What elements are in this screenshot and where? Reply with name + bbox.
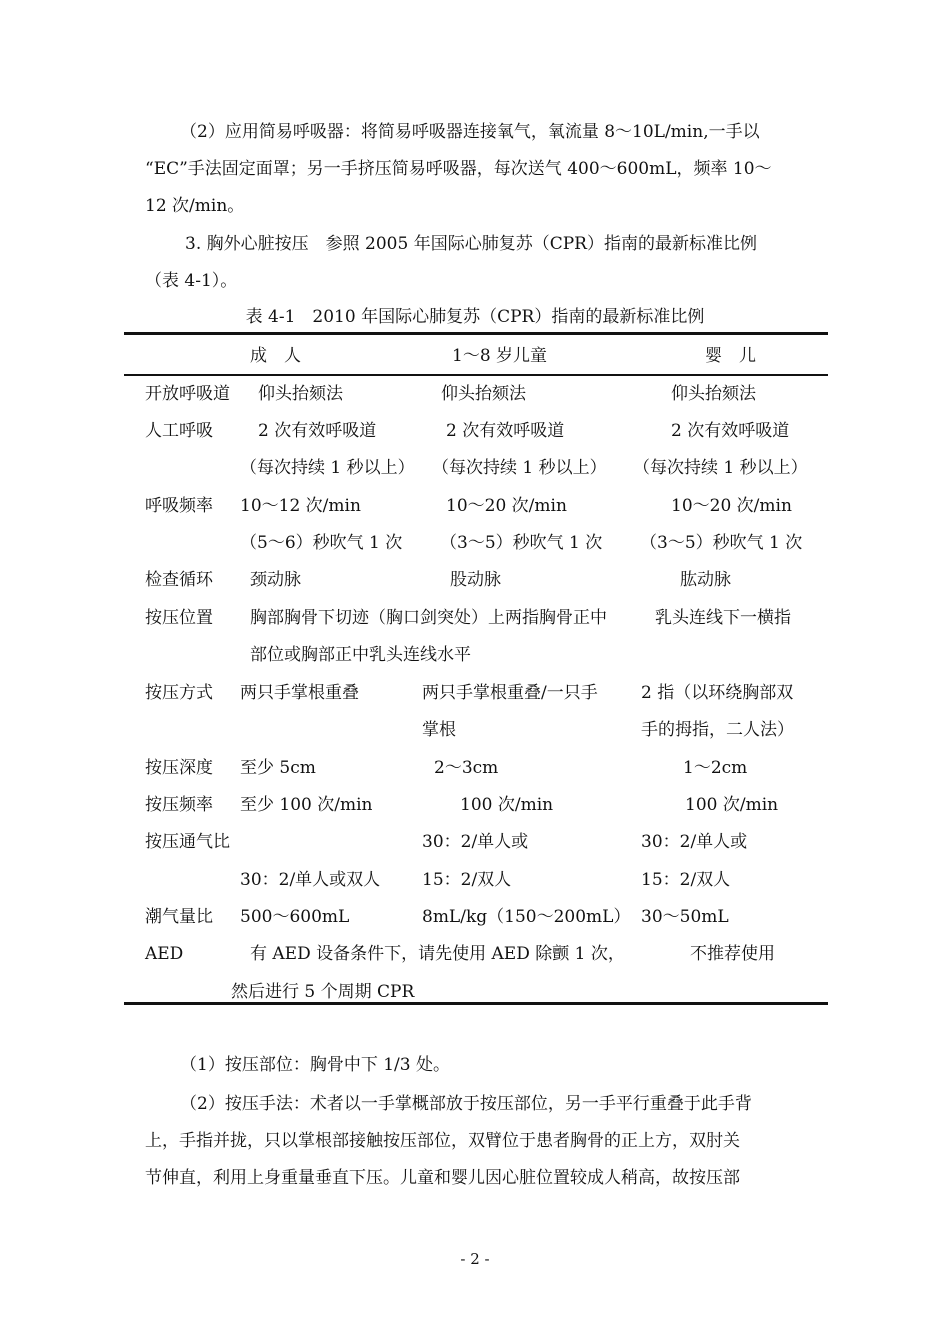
table-cell: （每次持续 1 秒以上） (633, 458, 808, 478)
table-cell: 500～600mL (240, 907, 350, 927)
table-cell: 部位或胸部正中乳头连线水平 (250, 645, 471, 665)
table-cell: 2 次有效呼吸道 (671, 421, 790, 441)
table-cell: 2 次有效呼吸道 (446, 421, 565, 441)
paragraph-line: （2）应用简易呼吸器：将简易呼吸器连接氧气，氧流量 8～10L/min,一手以 (180, 122, 760, 142)
paragraph-line: “EC”手法固定面罩；另一手挤压简易呼吸器，每次送气 400～600mL，频率 10～ (145, 159, 772, 179)
paragraph-line: 节伸直，利用上身重量垂直下压。儿童和婴儿因心脏位置较成人稍高，故按压部 (145, 1168, 740, 1188)
table-cell: 30～50mL (641, 907, 729, 927)
row-label: 按压通气比 (145, 832, 230, 852)
page-number: - 2 - (460, 1250, 490, 1268)
paragraph-line: （表 4-1）。 (145, 271, 238, 291)
table-cell: 1～2cm (683, 758, 748, 778)
table-cell: 仰头抬颏法 (671, 384, 756, 404)
table-cell: 仰头抬颏法 (258, 384, 343, 404)
table-cell: 30：2/单人或双人 (240, 870, 381, 890)
table-cell: 颈动脉 (250, 570, 301, 590)
table-cell: 8mL/kg（150～200mL） (422, 907, 631, 927)
table-cell: 胸部胸骨下切迹（胸口剑突处）上两指胸骨正中 (250, 608, 607, 628)
table-cell: 2 次有效呼吸道 (258, 421, 377, 441)
table-cell: 两只手掌根重叠 (240, 683, 359, 703)
table-cell: 10～20 次/min (446, 496, 567, 516)
table-cell: 2 指（以环绕胸部双 (641, 683, 794, 703)
table-cell: 肱动脉 (680, 570, 731, 590)
table-top-rule (124, 332, 828, 335)
paragraph-line: 上，手指并拢，只以掌根部接触按压部位，双臂位于患者胸骨的正上方，双肘关 (145, 1131, 740, 1151)
table-cell: （每次持续 1 秒以上） (432, 458, 607, 478)
table-cell: 股动脉 (450, 570, 501, 590)
table-caption: 表 4-1 2010 年国际心肺复苏（CPR）指南的最新标准比例 (245, 307, 705, 327)
table-cell: 30：2/单人或 (422, 832, 529, 852)
table-cell: 15：2/双人 (422, 870, 512, 890)
table-cell: （5～6）秒吹气 1 次 (240, 533, 403, 553)
table-cell: 仰头抬颏法 (441, 384, 526, 404)
table-header-adult: 成 人 (250, 346, 301, 366)
table-cell: 10～12 次/min (240, 496, 361, 516)
paragraph-line: （1）按压部位：胸骨中下 1/3 处。 (180, 1055, 450, 1075)
table-cell: 不推荐使用 (690, 944, 775, 964)
table-cell: （每次持续 1 秒以上） (240, 458, 415, 478)
table-header-child: 1～8 岁儿童 (452, 346, 548, 366)
paragraph-line: （2）按压手法：术者以一手掌概部放于按压部位，另一手平行重叠于此手背 (180, 1094, 752, 1114)
row-label: 开放呼吸道 (145, 384, 230, 404)
row-label: 潮气量比 (145, 907, 213, 927)
table-cell: （3～5）秒吹气 1 次 (640, 533, 803, 553)
table-cell: 100 次/min (685, 795, 779, 815)
row-label: 按压方式 (145, 683, 213, 703)
row-label: 检查循环 (145, 570, 213, 590)
table-cell: 至少 5cm (240, 758, 316, 778)
table-cell: 100 次/min (460, 795, 554, 815)
table-cell: 有 AED 设备条件下，请先使用 AED 除颤 1 次， (250, 944, 625, 964)
table-bottom-rule (124, 1002, 828, 1005)
table-cell: 然后进行 5 个周期 CPR (231, 982, 415, 1002)
paragraph-line: 3. 胸外心脏按压 参照 2005 年国际心肺复苏（CPR）指南的最新标准比例 (185, 234, 757, 254)
table-cell: 2～3cm (434, 758, 499, 778)
table-cell: 30：2/单人或 (641, 832, 748, 852)
row-label: 按压深度 (145, 758, 213, 778)
row-label: 呼吸频率 (145, 496, 213, 516)
table-cell: 15：2/双人 (641, 870, 731, 890)
table-header-rule (124, 374, 828, 376)
table-cell: 10～20 次/min (671, 496, 792, 516)
row-label: 按压位置 (145, 608, 213, 628)
table-cell: 两只手掌根重叠/一只手 (422, 683, 598, 703)
table-cell: 手的拇指，二人法） (641, 720, 794, 740)
row-label: AED (145, 944, 184, 964)
table-cell: 乳头连线下一横指 (655, 608, 791, 628)
table-cell: 至少 100 次/min (240, 795, 373, 815)
table-cell: （3～5）秒吹气 1 次 (440, 533, 603, 553)
row-label: 按压频率 (145, 795, 213, 815)
row-label: 人工呼吸 (145, 421, 213, 441)
table-cell: 掌根 (422, 720, 456, 740)
paragraph-line: 12 次/min。 (145, 196, 245, 216)
table-header-infant: 婴 儿 (705, 346, 756, 366)
